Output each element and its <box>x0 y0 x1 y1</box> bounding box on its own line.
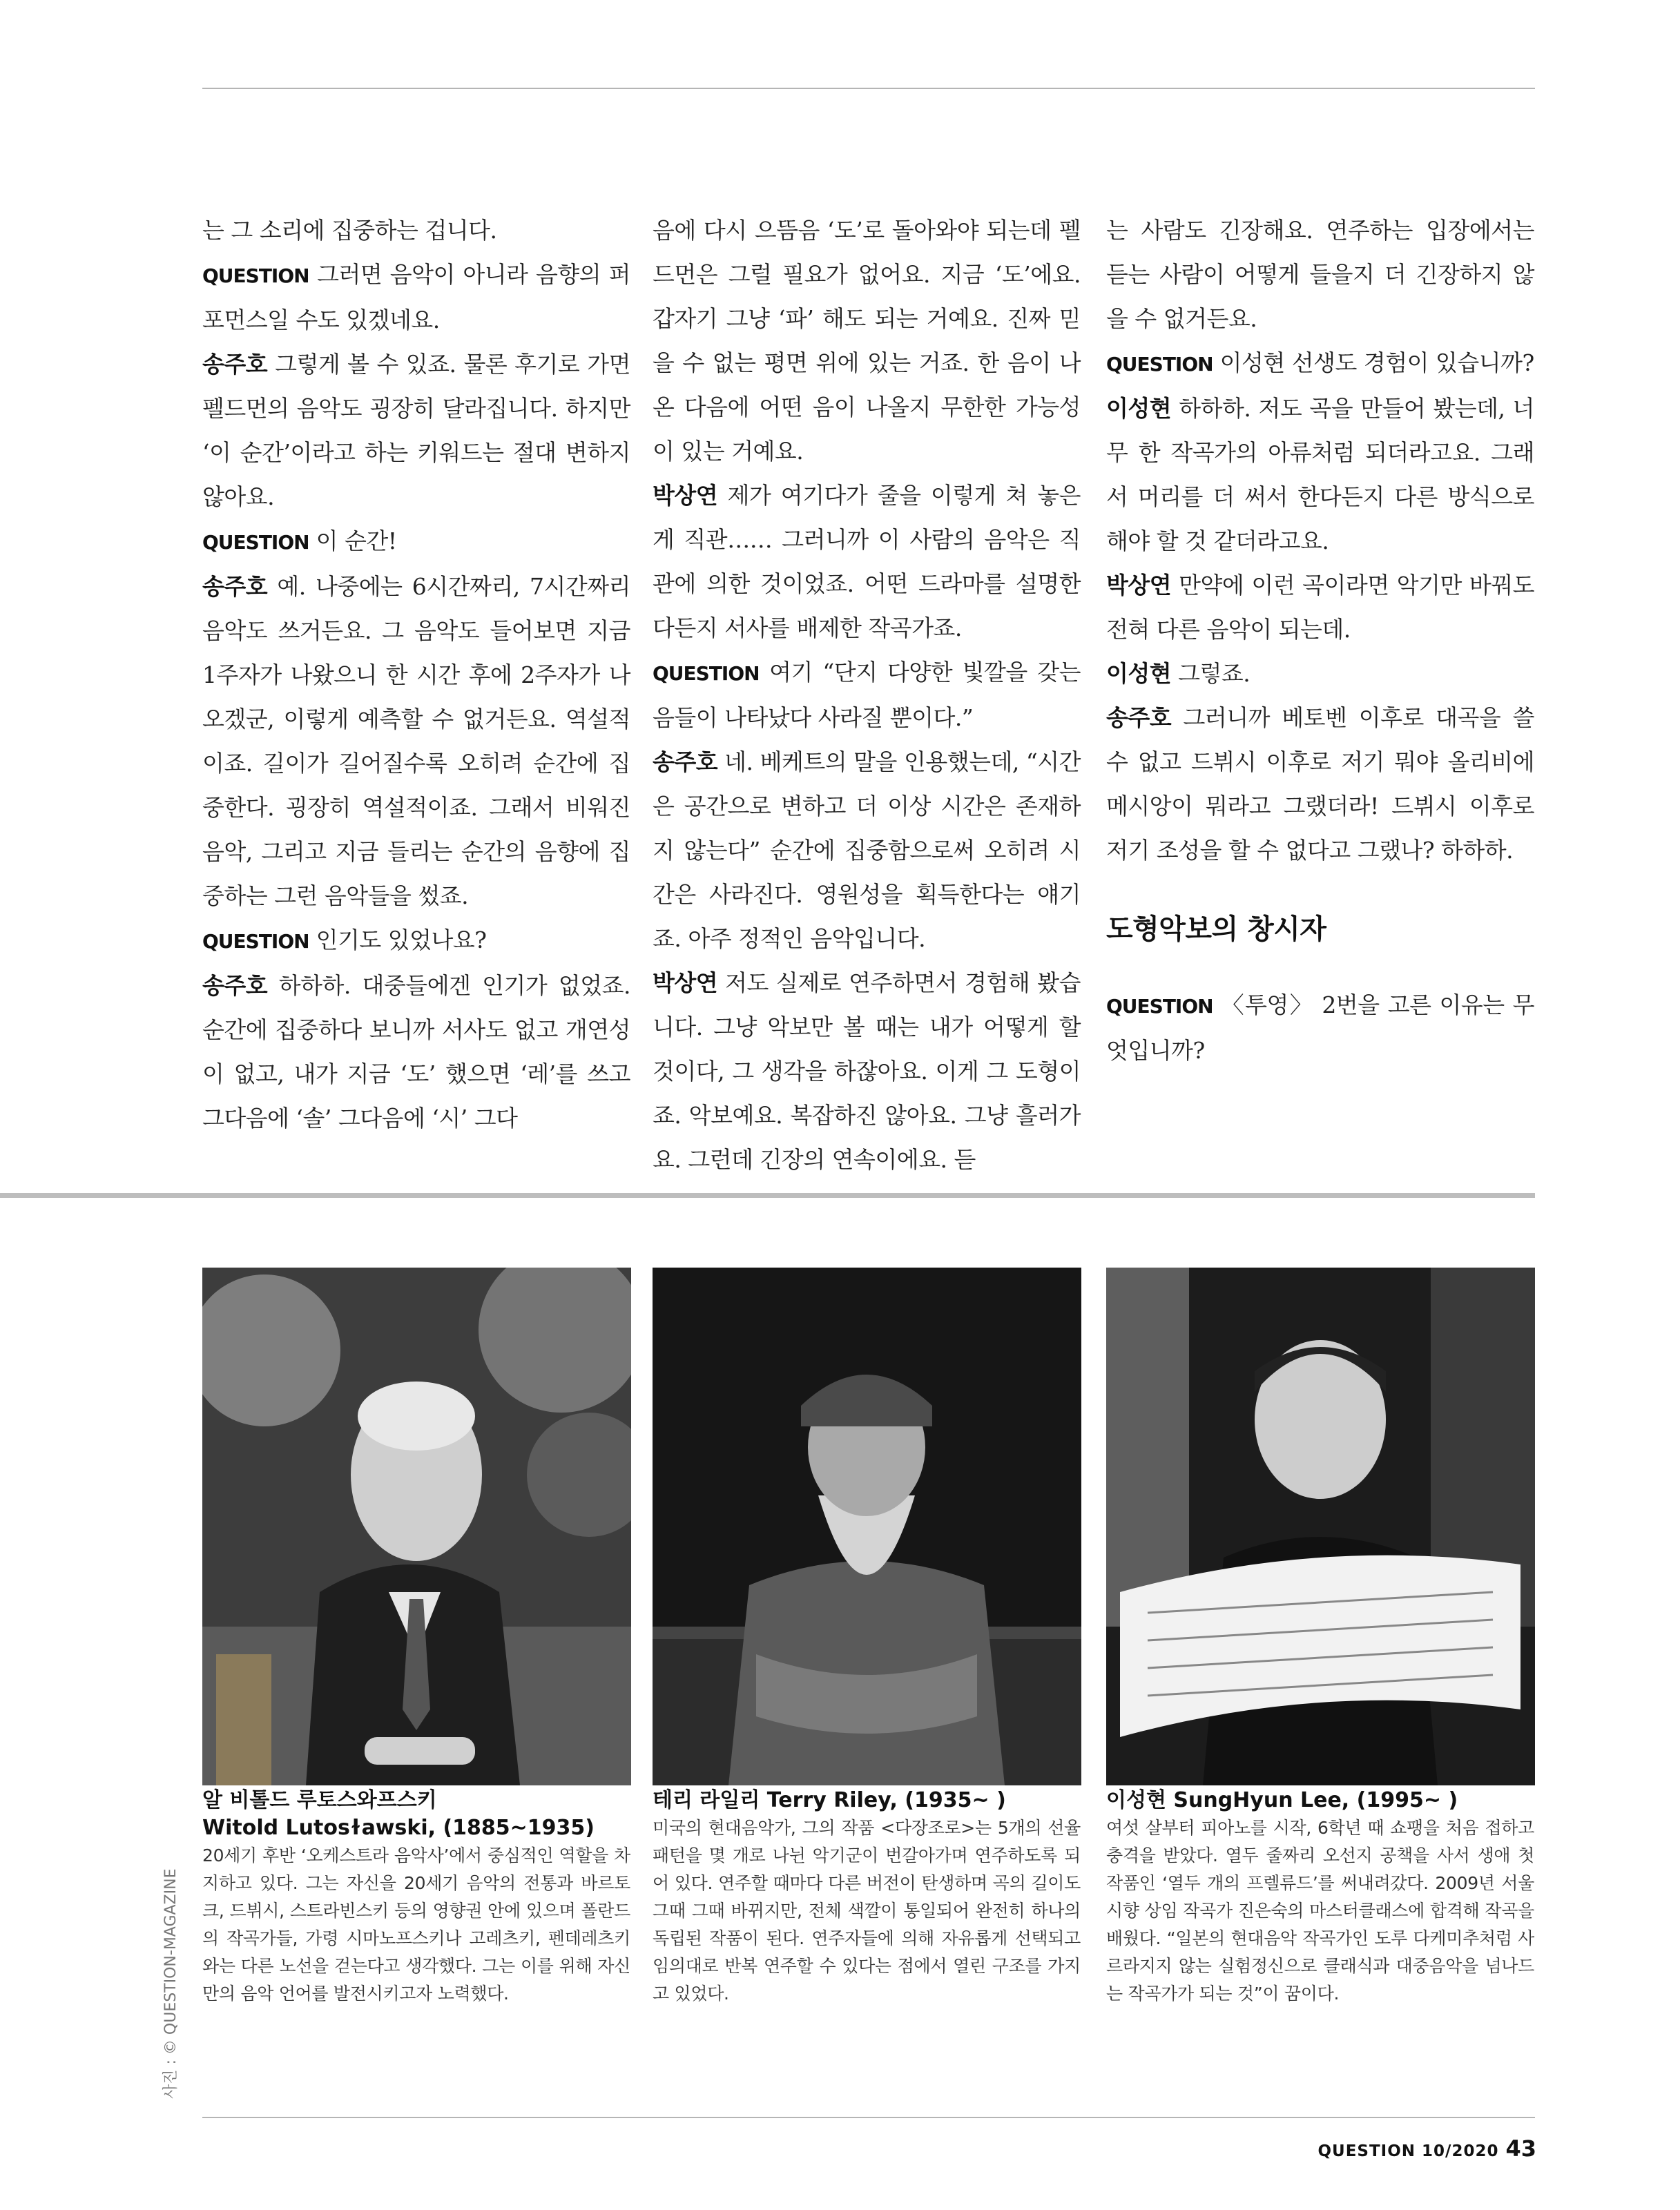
speaker-label: 송주호 <box>653 748 718 775</box>
paragraph <box>202 918 630 964</box>
paragraph-text: 예. 나중에는 6시간짜리, 7시간짜리 음악도 쓰거든요. 그 음악도 들어보면 지금 1주자가 나왔으니 한 시간 후에 2주자가 나오겠군, 이렇게 예측할 수 없거든요. 역설적이죠. 길이가 길어질수록 오히려 순간에 집중한다. 굉장히 역설적이죠. 그래서 비워진 음악, 그리고 지금 들리는 순간의 음향에 집중하는 그런 음악들을 썼죠. <box>202 573 630 909</box>
caption-name: Witold Lutosɫawski, (1885~1935) <box>202 1816 595 1840</box>
paragraph <box>653 209 1081 474</box>
paragraph-text: 이 순간! <box>309 527 397 554</box>
photo-sunghyun-lee <box>1106 1268 1535 1785</box>
section-divider <box>0 1193 1535 1198</box>
caption-body: 20세기 후반 ‘오케스트라 음악사’에서 중심적인 역할을 차지하고 있다. 그는 자신을 20세기 음악의 전통과 바르토크, 드뷔시, 스트라빈스키 등의 영향권 안에 있으며 폴란드의 작곡가들, 가령 시마노프스키나 고레츠키, 펜데레츠키와는 다른 노선을 걷는다고 생각했다. 그는 이를 위해 자신만의 음악 언어를 발전시키고자 노력했다. <box>202 1845 630 2004</box>
paragraph-text: 만약에 이런 곡이라면 악기만 바꿔도 전혀 다른 음악이 되는데. <box>1106 572 1534 643</box>
speaker-label: 송주호 <box>1106 704 1172 731</box>
paragraph <box>202 253 630 342</box>
paragraph-text: 제가 여기다가 줄을 이렇게 쳐 놓은 게 직관…… 그러니까 이 사람의 음악은 직관에 의한 것이었죠. 어떤 드라마를 설명한다든지 서사를 배제한 작곡가죠. <box>653 482 1081 641</box>
paragraph <box>1106 209 1534 341</box>
paragraph <box>1106 387 1534 563</box>
speaker-label: 이성현 <box>1106 660 1172 687</box>
paragraph <box>1106 696 1534 873</box>
caption-body: 미국의 현대음악가, 그의 작품 <다장조로>는 5개의 선율 패턴을 몇 개로 나뉜 악기군이 번갈아가며 연주하도록 되어 있다. 연주할 때마다 다른 버전이 탄생하며 곡의 길이도 그때 그때 바뀌지만, 전체 색깔이 통일되어 완전히 하나의 독립된 작품이 된다. 연주자들에 의해 자유롭게 선택되고 임의대로 반복 연주할 수 있다는 점에서 열린 구조를 가지고 있었다. <box>653 1818 1081 2004</box>
portrait-photo-icon <box>202 1268 631 1785</box>
paragraph <box>202 342 630 519</box>
paragraph <box>202 519 630 565</box>
paragraph <box>202 964 630 1141</box>
caption-3 <box>1106 1787 1534 2008</box>
paragraph <box>202 565 630 918</box>
bottom-rule <box>202 2117 1535 2118</box>
caption-2 <box>653 1787 1081 2008</box>
caption-1 <box>202 1787 630 2008</box>
paragraph-text: 이성현 선생도 경험이 있습니까? <box>1213 349 1534 376</box>
section-heading: 도형악보의 창시자 <box>1106 913 1326 945</box>
paragraph-text: 저도 실제로 연주하면서 경험해 봤습니다. 그냥 악보만 볼 때는 내가 어떻게 할 것이다, 그 생각을 하잖아요. 이게 그 도형이죠. 악보예요. 복잡하진 않아요. 그냥 흘러가요. 그런데 긴장의 연속이에요. 듣 <box>653 969 1081 1173</box>
paragraph-text: 인기도 있었나요? <box>309 927 487 953</box>
caption-name: 테리 라일리 Terry Riley, (1935~ ) <box>653 1788 1006 1812</box>
paragraph <box>1106 563 1534 652</box>
speaker-label: QUESTION <box>653 662 760 685</box>
caption-name: 이성현 SungHyun Lee, (1995~ ) <box>1106 1788 1458 1812</box>
photo-terry-riley <box>653 1268 1081 1785</box>
paragraph-text: 여기 “단지 다양한 빛깔을 갖는 음들이 나타났다 사라질 뿐이다.” <box>653 659 1081 731</box>
text-column-3 <box>1106 209 1534 1073</box>
speaker-label: QUESTION <box>1106 353 1213 376</box>
paragraph-text: 하하하. 대중들에겐 인기가 없었죠. 순간에 집중하다 보니까 서사도 없고 개연성이 없고, 내가 지금 ‘도’ 했으면 ‘레’를 쓰고 그다음에 ‘솔’ 그다음에 ‘시’ 그다 <box>202 972 630 1132</box>
speaker-label: 이성현 <box>1106 395 1172 422</box>
page-footer <box>1317 2135 1536 2162</box>
speaker-label: 송주호 <box>202 972 268 999</box>
paragraph <box>653 650 1081 740</box>
paragraph-text: 는 사람도 긴장해요. 연주하는 입장에서는 듣는 사람이 어떻게 들을지 더 긴장하지 않을 수 없거든요. <box>1106 217 1534 332</box>
paragraph <box>653 961 1081 1182</box>
paragraph-text: 그러면 음악이 아니라 음향의 퍼포먼스일 수도 있겠네요. <box>202 261 630 333</box>
paragraph <box>1106 983 1534 1073</box>
speaker-label: 박상연 <box>653 969 718 996</box>
text-column-1 <box>202 209 630 1141</box>
photo-lutoslawski <box>202 1268 631 1785</box>
paragraph-text: 그렇게 볼 수 있죠. 물론 후기로 가면 펠드먼의 음악도 굉장히 달라집니다. 하지만 ‘이 순간’이라고 하는 키워드는 절대 변하지 않아요. <box>202 351 630 510</box>
page-number: 43 <box>1505 2135 1536 2162</box>
portrait-photo-icon <box>1106 1268 1535 1785</box>
text-column-2 <box>653 209 1081 1182</box>
paragraph-text: 음에 다시 으뜸음 ‘도’로 돌아와야 되는데 펠드먼은 그럴 필요가 없어요. 지금 ‘도’에요. 갑자기 그냥 ‘파’ 해도 되는 거예요. 진짜 믿을 수 없는 평면 위에 있는 거죠. 한 음이 나온 다음에 어떤 음이 나올지 무한한 가능성이 있는 거예요. <box>653 217 1081 465</box>
paragraph-text: 〈투영〉 2번을 고른 이유는 무엇입니까? <box>1106 991 1534 1064</box>
speaker-label: 송주호 <box>202 573 268 600</box>
photo-credit: 사진 : © QUESTION-MAGAZINE <box>162 1868 180 2099</box>
portrait-photo-icon <box>653 1268 1081 1785</box>
speaker-label: QUESTION <box>202 264 309 287</box>
speaker-label: 박상연 <box>1106 572 1172 599</box>
speaker-label: QUESTION <box>202 930 309 953</box>
speaker-label: 송주호 <box>202 351 268 378</box>
paragraph-text: 네. 베케트의 말을 인용했는데, “시간은 공간으로 변하고 더 이상 시간은 존재하지 않는다” 순간에 집중함으로써 오히려 시간은 사라진다. 영원성을 획득한다는 얘기죠. 아주 정적인 음악입니다. <box>653 748 1081 952</box>
caption-body: 여섯 살부터 피아노를 시작, 6학년 때 쇼팽을 처음 접하고 충격을 받았다. 열두 줄짜리 오선지 공책을 사서 생애 첫 작품인 ‘열두 개의 프렐류드’를 써내려갔다. 2009년 서울시향 상임 작곡가 진은숙의 마스터클래스에 합격해 작곡을 배웠다. “일본의 현대음악 작곡가인 도루 다케미추처럼 사르라지지 않는 실험정신으로 클래식과 대중음악을 넘나드는 작곡가가 되는 것”이 꿈이다. <box>1106 1818 1534 2004</box>
top-rule <box>202 88 1535 89</box>
paragraph-text: 그러니까 베토벤 이후로 대곡을 쓸 수 없고 드뷔시 이후로 저기 뭐야 올리비에 메시앙이 뭐라고 그랬더라! 드뷔시 이후로 저기 조성을 할 수 없다고 그랬나? 하하하. <box>1106 704 1534 864</box>
paragraph-text: 는 그 소리에 집중하는 겁니다. <box>202 217 497 244</box>
speaker-label: 박상연 <box>653 482 718 509</box>
paragraph <box>653 474 1081 650</box>
paragraph-text: 그렇죠. <box>1171 660 1251 687</box>
paragraph <box>202 209 630 253</box>
speaker-label: QUESTION <box>202 531 309 554</box>
caption-name: 알 비톨드 루토스와프스키 <box>202 1788 437 1812</box>
paragraph <box>1106 652 1534 696</box>
paragraph-text: 하하하. 저도 곡을 만들어 봤는데, 너무 한 작곡가의 아류처럼 되더라고요. 그래서 머리를 더 써서 한다든지 다른 방식으로 해야 할 것 같더라고요. <box>1106 395 1534 554</box>
magazine-issue: QUESTION 10/2020 <box>1317 2142 1499 2160</box>
paragraph <box>1106 341 1534 387</box>
paragraph <box>653 740 1081 961</box>
speaker-label: QUESTION <box>1106 995 1213 1018</box>
